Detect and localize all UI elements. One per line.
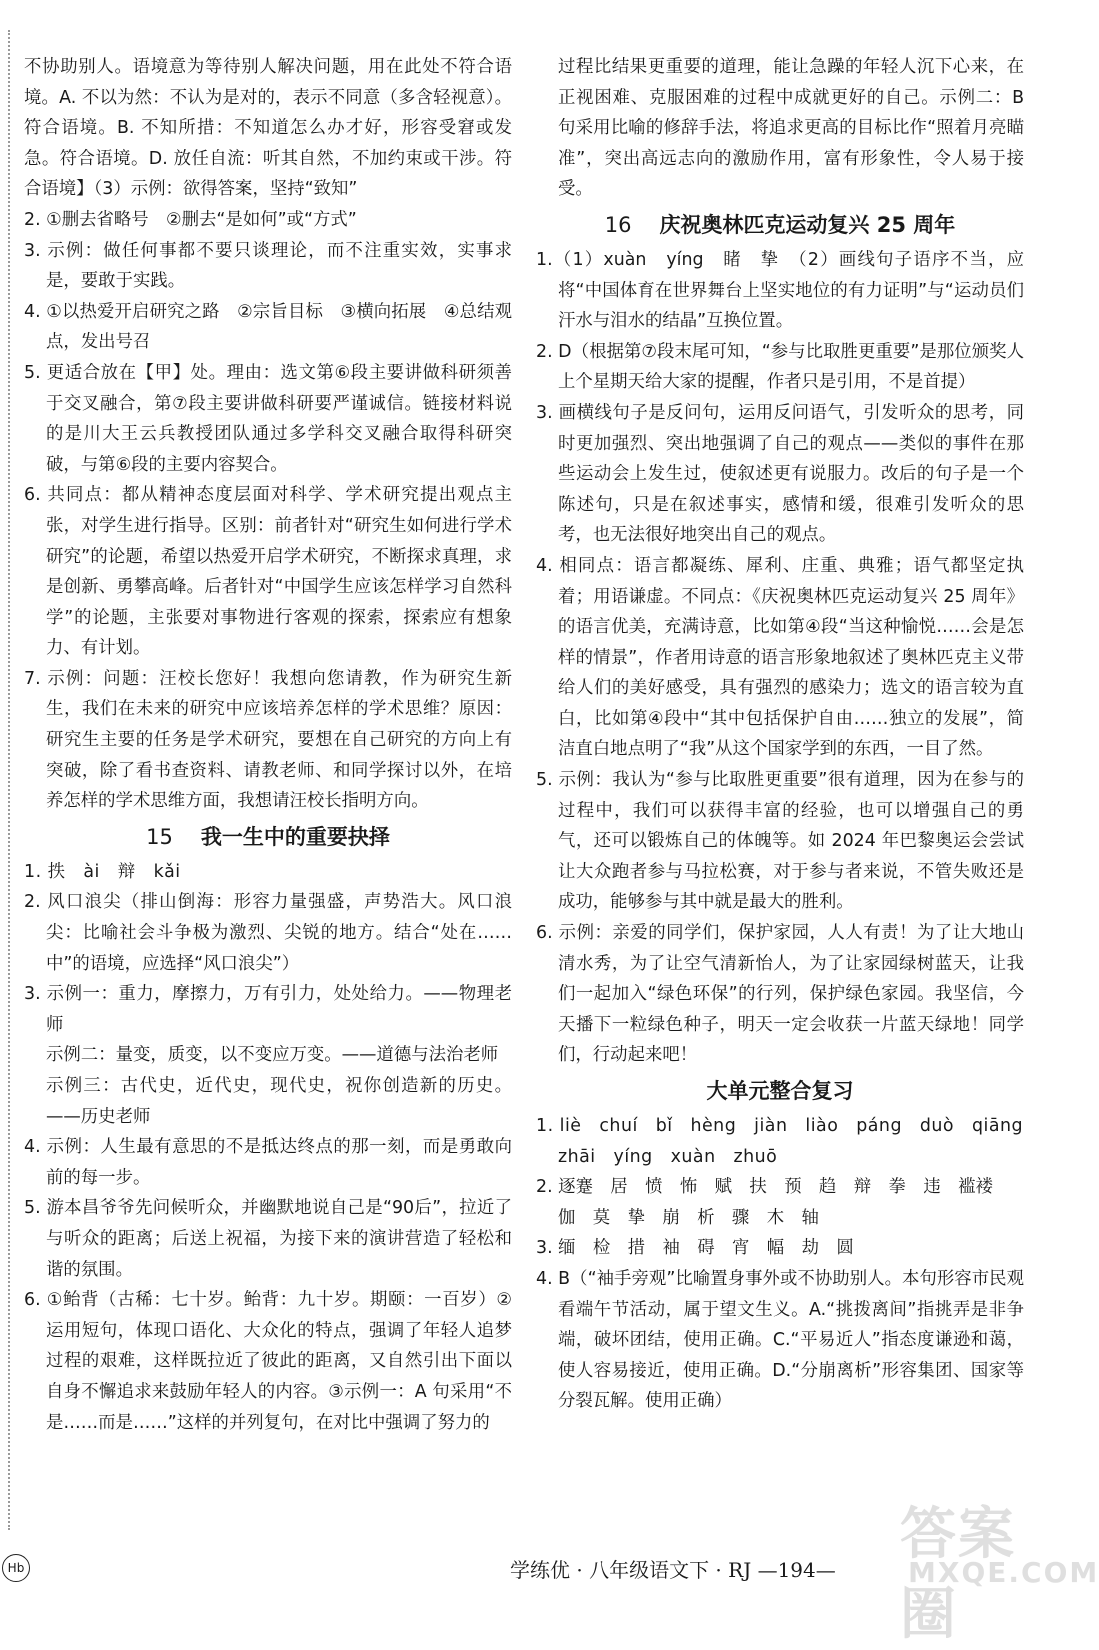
answer-item-1: 1. 抶 ài 辩 kǎi — [24, 861, 181, 882]
answer-item-7: 7. 示例：问题：汪校长您好！我想向您请教，作为研究生新生，我们在未来的研究中应该培养怎样的学术思维？原因：研究生主要的任务是学术研究，要想在自己研究的方向上有突破，除了看书查资料、请教老师、和同学探讨以外，在培养怎样的学术思维方面，我想请汪校长指明方向。 — [24, 668, 512, 812]
answer-item-1: 1. liè chuí bǐ hèng jiàn liào páng duò qiāng — [536, 1116, 1024, 1136]
answer-item-3: 3. 缅 检 措 袖 碍 宵 幅 劫 圆 — [536, 1238, 854, 1259]
answer-item-4: 4. B（“袖手旁观”比喻置身事外或不协助别人。本句形容市民观看端午节活动，属于望文生义。A.“挑拨离间”指挑弄是非争端，破坏团结，使用正确。C.“平易近人”指态度谦逊和蔼，使人容易接近，使用正确。D.“分崩离析”形容集团、国家等分裂瓦解。使用正确） — [536, 1268, 1024, 1412]
watermark-chinese: 答案圈 — [900, 1502, 1016, 1647]
binding-margin — [8, 30, 20, 1530]
footer-book-info: 学练优 · 八年级语文下 · RJ —194— — [510, 1558, 836, 1582]
answer-item-3-example-3: 示例三：古代史，近代史，现代史，祝你创造新的历史。——历史老师 — [46, 1076, 512, 1127]
answer-item-5: 5. 游本昌爷爷先问候听众，并幽默地说自己是“90后”，拉近了与听众的距离；后送上祝福，为接下来的演讲营造了轻松和谐的氛围。 — [24, 1198, 512, 1280]
answer-item-3-example-1: 3. 示例一：重力，摩擦力，万有引力，处处给力。——物理老师 — [24, 984, 512, 1035]
answer-item-5: 5. 更适合放在【甲】处。理由：选文第⑥段主要讲做科研须善于交叉融合，第⑦段主要讲做科研要严谨诚信。链接材料说的是川大王云兵教授团队通过多学科交叉融合取得科研突破，与第⑥段的主要内容契合。 — [24, 362, 512, 475]
section-heading-16 — [536, 209, 1024, 241]
answer-item-4: 4. 相同点：语言都凝练、犀利、庄重、典雅；语气都坚定执着；用语谦虚。不同点：《庆祝奥林匹克运动复兴 25 周年》的语言优美，充满诗意，比如第④段“当这种愉悦……会是怎样的情景”，作者用诗意的语言形象地叙述了奥林匹克主义带给人们的美好感受，具有强烈的感染力；选文的语言较为直白，比如第④段中“其中包括保护自由……独立的发展”，简洁直白地点明了“我”从这个国家学到的东西，一目了然。 — [536, 555, 1024, 760]
answer-item-4: 4. 示例：人生最有意思的不是抵达终点的那一刻，而是勇敢向前的每一步。 — [24, 1137, 512, 1188]
answer-item-3: 3. 画横线句子是反问句，运用反问语气，引发听众的思考，同时更加强烈、突出地强调了自己的观点——类似的事件在那些运动会上发生过，使叙述更有说服力。改后的句子是一个陈述句，只是在叙述事实，感情和缓，很难引发听众的思考，也无法很好地突出自己的观点。 — [536, 402, 1024, 546]
answer-item-3: 3. 示例：做任何事都不要只谈理论，而不注重实效，实事求是，要敢于实践。 — [24, 240, 512, 292]
section-title: 大单元整合复习 — [706, 1079, 854, 1103]
answer-item-2: 2. 风口浪尖（排山倒海：形容力量强盛，声势浩大。风口浪尖：比喻社会斗争极为激烈、尖锐的地方。结合“处在……中”的语境，应选择“风口浪尖”） — [24, 892, 512, 974]
answer-item-1: 1.（1）xuàn yíng 睹 挚 （2）画线句子语序不当，应将“中国体育在世界舞台上坚实地位的有力证明”与“运动员们汗水与泪水的结晶”互换位置。 — [536, 249, 1024, 332]
watermark-domain: MXQE.COM — [908, 1556, 1099, 1589]
edition-badge: Hb — [2, 1554, 30, 1582]
section-number: 16 — [604, 212, 632, 237]
right-column — [536, 52, 1024, 1417]
answer-item-1-continued: zhāi yíng xuàn zhuō — [558, 1146, 778, 1167]
answer-item-2: 2. ①删去省略号 ②删去“是如何”或“方式” — [24, 209, 357, 230]
answer-item-5: 5. 示例：我认为“参与比取胜更重要”很有道理，因为在参与的过程中，我们可以获得丰富的经验，也可以增强自己的勇气，还可以锻炼自己的体魄等。如 2024 年巴黎奥运会尝试让大众跑者参与马拉松赛，对于参与者来说，不管失败还是成功，能够参与其中就是最大的胜利。 — [536, 770, 1024, 913]
answer-item-4: 4. ①以热爱开启研究之路 ②宗旨目标 ③横向拓展 ④总结观点，发出号召 — [24, 301, 512, 353]
answer-item-2: 2. D（根据第⑦段末尾可知，“参与比取胜更重要”是那位颁奖人上个星期天给大家的提醒，作者只是引用，不是首提） — [536, 341, 1024, 393]
answer-item-2-continued: 伽 莫 挚 崩 析 骤 木 轴 — [558, 1207, 819, 1228]
answer-item-6: 6. 示例：亲爱的同学们，保护家园，人人有责！为了让大地山清水秀，为了让空气清新怡人，为了让家园绿树蓝天，让我们一起加入“绿色环保”的行列，保护绿色家园。我坚信，今天播下一粒绿色种子，明天一定会收获一片蓝天绿地！同学们，行动起来吧！ — [536, 923, 1024, 1066]
answer-continuation: 不协助别人。语境意为等待别人解决问题，用在此处不符合语境。A. 不以为然：不认为是对的，表示不同意（多含轻视意）。符合语境。B. 不知所措：不知道怎么办才好，形容受窘或发急。符合语境。D. 放任自流：听其自然，不加约束或干涉。符合语境】（3）示例：欲得答案，坚持“致知” — [24, 57, 512, 200]
answer-item-3-example-2: 示例二：量变，质变，以不变应万变。——道德与法治老师 — [46, 1045, 499, 1066]
section-number: 15 — [146, 824, 173, 849]
section-title: 我一生中的重要抉择 — [200, 824, 390, 849]
answer-item-2: 2. 逐蹇 居 愤 怖 赋 扶 预 趋 辩 拳 违 褴褛 — [536, 1177, 993, 1198]
answer-item-6: 6. 共同点：都从精神态度层面对科学、学术研究提出观点主张，对学生进行指导。区别：前者针对“研究生如何进行学术研究”的论题，希望以热爱开启学术研究，不断探求真理，求是创新、勇攀高峰。后者针对“中国学生应该怎样学习自然科学”的论题，主张要对事物进行客观的探索，探索应有想象力、有计划。 — [24, 485, 512, 659]
section-heading-15 — [24, 821, 512, 853]
watermark-logo — [900, 1490, 1099, 1647]
answer-item-6: 6. ①鲐背（古稀：七十岁。鲐背：九十岁。期颐：一百岁）②运用短句，体现口语化、大众化的特点，强调了年轻人追梦过程的艰难，这样既拉近了彼此的距离，又自然引出下面以自身不懈追求来鼓励年轻人的内容。③示例一：A 句采用“不是……而是……”这样的并列复句，在对比中强调了努力的 — [24, 1290, 512, 1433]
answer-continuation: 过程比结果更重要的道理，能让急躁的年轻人沉下心来，在正视困难、克服困难的过程中成就更好的自己。示例二：B 句采用比喻的修辞手法，将追求更高的目标比作“照着月亮瞄准”，突出高远志向的激励作用，富有形象性，令人易于接受。 — [558, 57, 1024, 200]
section-heading-review — [536, 1075, 1024, 1107]
left-column — [24, 52, 512, 1438]
section-title: 庆祝奥林匹克运动复兴 25 周年 — [659, 212, 956, 237]
